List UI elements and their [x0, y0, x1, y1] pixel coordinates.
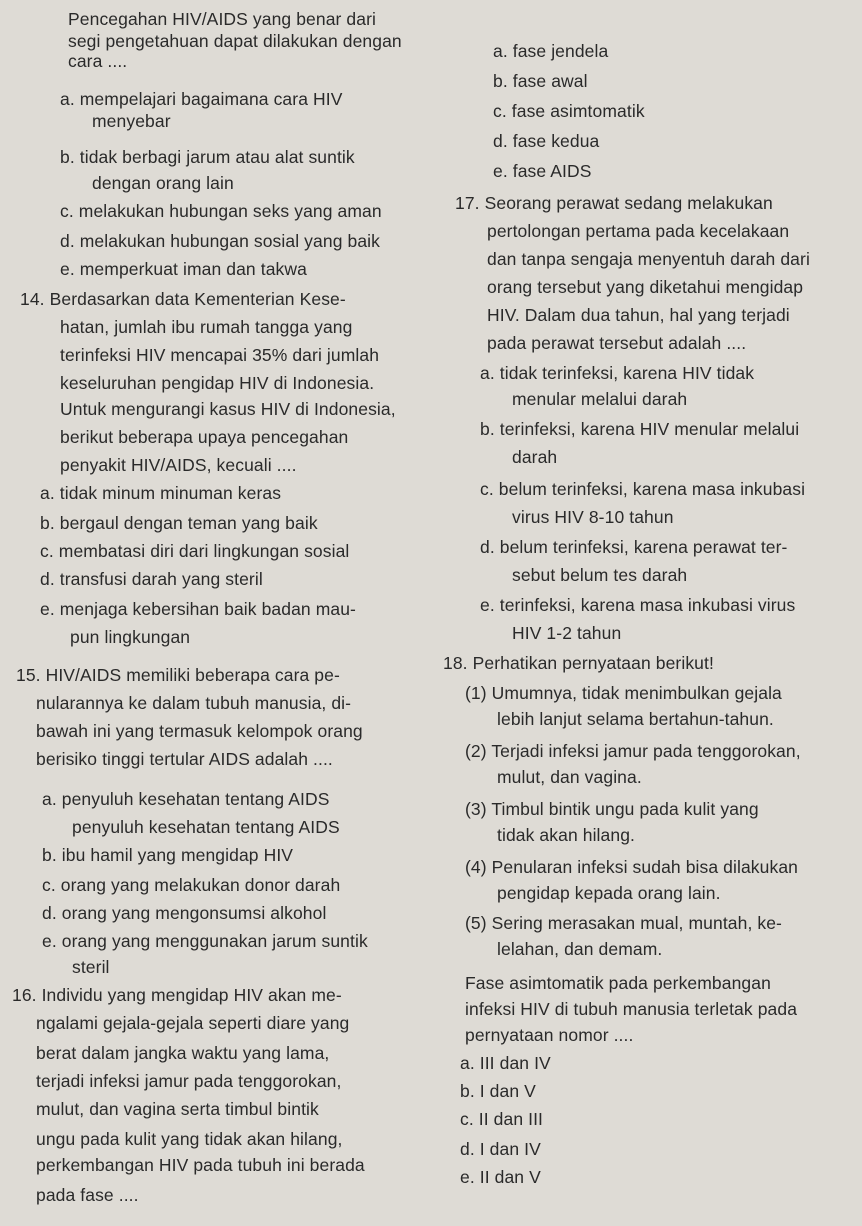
q14-option-d: d. transfusi darah yang steril — [40, 569, 263, 589]
q13-stem-line: cara .... — [68, 51, 128, 71]
q13-stem-line: segi pengetahuan dapat dilakukan dengan — [68, 31, 402, 51]
q18-option-b: b. I dan V — [460, 1081, 536, 1101]
q14-option-a: a. tidak minum minuman keras — [40, 483, 282, 503]
q13-option-e: e. memperkuat iman dan takwa — [60, 259, 307, 279]
q13-option-d: d. melakukan hubungan sosial yang baik — [60, 231, 380, 251]
q18-question-line: infeksi HIV di tubuh manusia terletak pada — [465, 999, 798, 1019]
q17-option-b-cont: darah — [512, 447, 558, 467]
q13-option-e: e. fase AIDS — [493, 161, 592, 181]
q18-statement-1: (1) Umumnya, tidak menimbulkan gejala — [465, 683, 782, 703]
q17-stem-line: pertolongan pertama pada kecelakaan — [487, 221, 790, 241]
q18-statement-4: (4) Penularan infeksi sudah bisa dilakukan — [465, 857, 799, 877]
q15-option-b: b. ibu hamil yang mengidap HIV — [42, 845, 294, 865]
q13-option-a: a. fase jendela — [493, 41, 609, 61]
q13-option-c: c. fase asimtomatik — [493, 101, 645, 121]
q17-stem-line: HIV. Dalam dua tahun, hal yang terjadi — [487, 305, 790, 325]
q18-statement-4-cont: pengidap kepada orang lain. — [497, 883, 721, 903]
q16-stem-line: terjadi infeksi jamur pada tenggorokan, — [36, 1071, 342, 1091]
q15-option-d: d. orang yang mengonsumsi alkohol — [42, 903, 327, 923]
q13-option-d: d. fase kedua — [493, 131, 600, 151]
q15-stem-line: bawah ini yang termasuk kelompok orang — [36, 721, 363, 741]
q18-question-line: pernyataan nomor .... — [465, 1025, 634, 1045]
q16-stem-line: ngalami gejala-gejala seperti diare yang — [36, 1013, 350, 1033]
q17-option-a-cont: menular melalui darah — [512, 389, 688, 409]
q14-option-b: b. bergaul dengan teman yang baik — [40, 513, 318, 533]
q15-option-c: c. orang yang melakukan donor darah — [42, 875, 341, 895]
q16-stem-line: ungu pada kulit yang tidak akan hilang, — [36, 1129, 343, 1149]
q18-option-e: e. II dan V — [460, 1167, 541, 1187]
q18-statement-1-cont: lebih lanjut selama bertahun-tahun. — [497, 709, 774, 729]
q13-option-a: a. mempelajari bagaimana cara HIV — [60, 89, 343, 109]
q14-stem-line: penyakit HIV/AIDS, kecuali .... — [60, 455, 297, 475]
q18-statement-2: (2) Terjadi infeksi jamur pada tenggorokan, — [465, 741, 801, 761]
q14-option-c: c. membatasi diri dari lingkungan sosial — [40, 541, 350, 561]
q17-option-c: c. belum terinfeksi, karena masa inkubasi — [480, 479, 806, 499]
q15-stem-line: berisiko tinggi tertular AIDS adalah .... — [36, 749, 333, 769]
q15-option-a: a. penyuluh kesehatan tentang AIDS — [42, 789, 330, 809]
q18-statement-5: (5) Sering merasakan mual, muntah, ke- — [465, 913, 782, 933]
q16-stem-line: pada fase .... — [36, 1185, 139, 1205]
q16-stem-line: mulut, dan vagina serta timbul bintik — [36, 1099, 319, 1119]
q14-stem-line: Untuk mengurangi kasus HIV di Indonesia, — [60, 399, 396, 419]
q17-option-e: e. terinfeksi, karena masa inkubasi virus — [480, 595, 796, 615]
q13-option-c: c. melakukan hubungan seks yang aman — [60, 201, 382, 221]
q18-statement-3-cont: tidak akan hilang. — [497, 825, 636, 845]
q13-stem-line: Pencegahan HIV/AIDS yang benar dari — [68, 9, 376, 29]
q14-option-e-cont: pun lingkungan — [70, 627, 191, 647]
q14-option-e: e. menjaga kebersihan baik badan mau- — [40, 599, 356, 619]
q13-option-a-cont: menyebar — [92, 111, 171, 131]
q15-option-e: e. orang yang menggunakan jarum suntik — [42, 931, 368, 951]
q17-stem-line: pada perawat tersebut adalah .... — [487, 333, 747, 353]
q16-stem-line: berat dalam jangka waktu yang lama, — [36, 1043, 330, 1063]
q18-option-a: a. III dan IV — [460, 1053, 551, 1073]
q17-option-d-cont: sebut belum tes darah — [512, 565, 688, 585]
q18-statement-5-cont: lelahan, dan demam. — [497, 939, 663, 959]
q17-option-d: d. belum terinfeksi, karena perawat ter- — [480, 537, 788, 557]
q17-option-e-cont: HIV 1-2 tahun — [512, 623, 622, 643]
q14-stem-line: terinfeksi HIV mencapai 35% dari jumlah — [60, 345, 380, 365]
q13-option-b: b. fase awal — [493, 71, 588, 91]
q15-option-a-cont: penyuluh kesehatan tentang AIDS — [72, 817, 340, 837]
q17-stem-line: 17. Seorang perawat sedang melakukan — [455, 193, 773, 213]
q14-stem-line: 14. Berdasarkan data Kementerian Kese- — [20, 289, 346, 309]
q18-statement-3: (3) Timbul bintik ungu pada kulit yang — [465, 799, 759, 819]
q18-question-line: Fase asimtomatik pada perkembangan — [465, 973, 771, 993]
q17-stem-line: dan tanpa sengaja menyentuh darah dari — [487, 249, 810, 269]
q18-statement-2-cont: mulut, dan vagina. — [497, 767, 642, 787]
q15-stem-line: nularannya ke dalam tubuh manusia, di- — [36, 693, 352, 713]
q14-stem-line: keseluruhan pengidap HIV di Indonesia. — [60, 373, 375, 393]
q18-option-d: d. I dan IV — [460, 1139, 541, 1159]
q16-stem-line: perkembangan HIV pada tubuh ini berada — [36, 1155, 365, 1175]
q15-stem-line: 15. HIV/AIDS memiliki beberapa cara pe- — [16, 665, 340, 685]
q13-option-b-cont: dengan orang lain — [92, 173, 234, 193]
q15-option-e-cont: steril — [72, 957, 110, 977]
q17-stem-line: orang tersebut yang diketahui mengidap — [487, 277, 804, 297]
q14-stem-line: hatan, jumlah ibu rumah tangga yang — [60, 317, 353, 337]
q18-stem-line: 18. Perhatikan pernyataan berikut! — [443, 653, 714, 673]
q17-option-c-cont: virus HIV 8-10 tahun — [512, 507, 674, 527]
q14-stem-line: berikut beberapa upaya pencegahan — [60, 427, 349, 447]
q13-option-b: b. tidak berbagi jarum atau alat suntik — [60, 147, 355, 167]
q16-stem-line: 16. Individu yang mengidap HIV akan me- — [12, 985, 342, 1005]
q17-option-a: a. tidak terinfeksi, karena HIV tidak — [480, 363, 755, 383]
q17-option-b: b. terinfeksi, karena HIV menular melalui — [480, 419, 800, 439]
q18-option-c: c. II dan III — [460, 1109, 544, 1129]
